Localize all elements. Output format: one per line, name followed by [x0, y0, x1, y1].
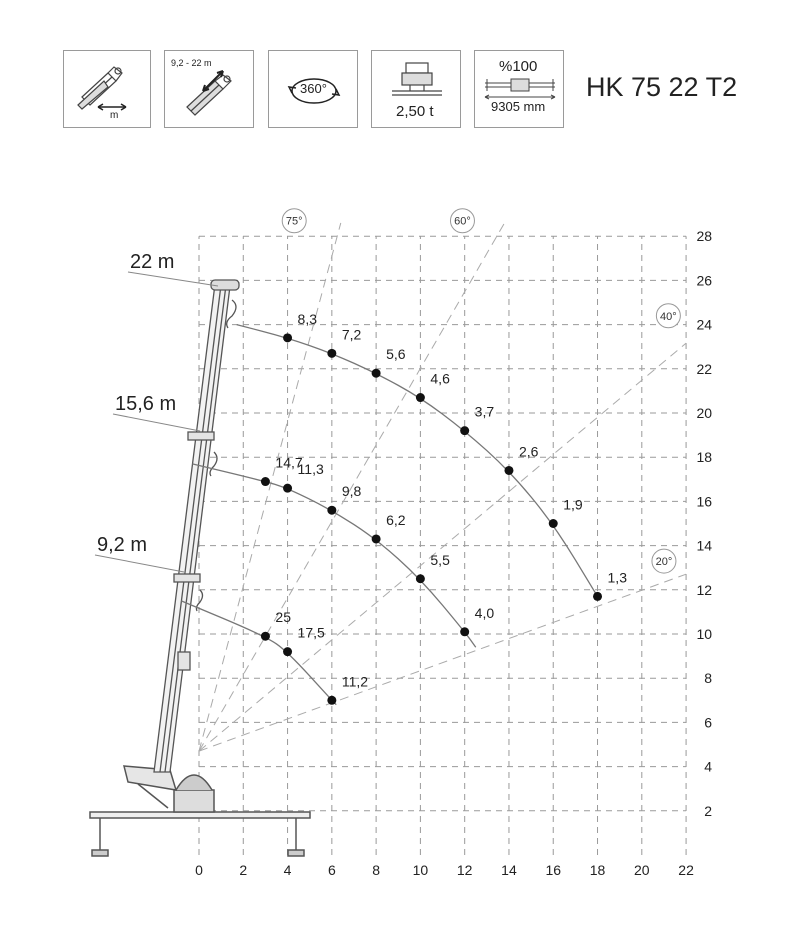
outrigger-width-label: 9305 mm: [491, 99, 546, 114]
x-tick-label: 20: [634, 862, 650, 878]
angle-line: [199, 343, 686, 751]
load-point-label: 25: [275, 609, 291, 626]
load-point-label: 1,9: [563, 496, 583, 513]
x-tick-label: 8: [372, 862, 381, 878]
x-tick-label: 0: [195, 862, 203, 878]
load-point: [416, 574, 425, 583]
load-point-label: 1,3: [607, 569, 627, 586]
x-tick-label: 2: [239, 862, 248, 878]
model-title: HK 75 22 T2: [586, 72, 738, 102]
x-tick-label: 16: [545, 862, 562, 878]
y-tick-label: 14: [696, 537, 713, 554]
x-tick-label: 6: [327, 862, 336, 878]
load-point-label: 5,5: [430, 551, 450, 568]
x-tick-label: 18: [589, 862, 606, 878]
load-point: [283, 333, 292, 342]
load-point: [327, 349, 336, 358]
x-tick-label: 12: [456, 862, 473, 878]
load-point: [593, 592, 602, 601]
angle-line: [199, 574, 686, 751]
y-tick-label: 6: [704, 714, 713, 731]
load-point-label: 14,7: [275, 454, 303, 471]
x-tick-label: 14: [501, 862, 517, 878]
load-point: [460, 627, 469, 636]
y-tick-label: 24: [696, 316, 713, 333]
load-point: [372, 369, 381, 378]
y-tick-label: 28: [696, 228, 713, 245]
load-point-label: 11,3: [297, 461, 324, 478]
load-point-label: 4,0: [474, 604, 495, 621]
boom-length-leader: [128, 272, 218, 286]
rotation-label: 360°: [300, 81, 327, 96]
load-point-label: 11,2: [341, 673, 369, 690]
load-point-label: 2,6: [518, 443, 539, 460]
load-point: [460, 426, 469, 435]
load-point: [549, 519, 558, 528]
y-tick-label: 4: [704, 758, 713, 775]
crane-illustration: [90, 280, 310, 856]
load-point: [416, 393, 425, 402]
load-point-label: 4,6: [430, 370, 450, 387]
boom-extension-label: 9,2 - 22 m: [171, 58, 212, 68]
load-point: [283, 647, 292, 656]
angle-label: 60°: [454, 215, 471, 228]
load-point-label: 5,6: [386, 346, 406, 363]
load-point-label: 6,2: [386, 511, 406, 528]
load-point-label: 9,8: [341, 483, 362, 500]
y-tick-label: 22: [696, 360, 713, 377]
load-point: [261, 632, 270, 641]
load-point-label: 3,7: [474, 403, 495, 420]
load-point: [327, 696, 336, 705]
y-tick-label: 16: [696, 493, 713, 510]
outrigger-reach-label: m: [110, 110, 119, 121]
load-point: [327, 506, 336, 515]
load-point-label: 7,2: [341, 326, 362, 343]
y-tick-label: 20: [696, 405, 713, 421]
y-tick-label: 2: [704, 802, 713, 819]
boom-length-label: 22 m: [130, 251, 175, 273]
outrigger-percent-label: %100: [499, 58, 538, 75]
load-point: [283, 484, 292, 493]
boom-length-leader: [113, 414, 200, 431]
x-tick-label: 10: [412, 862, 429, 878]
load-point: [504, 466, 513, 475]
capacity-label: 2,50 t: [396, 103, 434, 120]
boom-length-label: 15,6 m: [115, 393, 177, 415]
angle-label: 20°: [655, 556, 673, 569]
load-point-label: 17,5: [297, 624, 325, 641]
boom-length-label: 9,2 m: [97, 534, 148, 556]
load-point-label: 8,3: [297, 310, 318, 327]
x-tick-label: 22: [678, 862, 694, 878]
y-tick-label: 12: [696, 581, 713, 598]
load-point: [372, 534, 381, 543]
x-tick-label: 4: [283, 862, 292, 878]
y-tick-label: 18: [696, 449, 713, 466]
y-tick-label: 26: [696, 272, 713, 289]
y-tick-label: 8: [704, 670, 713, 687]
angle-label: 75°: [285, 215, 303, 228]
load-point: [261, 477, 270, 486]
load-curve-3: [181, 601, 336, 705]
boom-length-leader: [95, 555, 184, 572]
y-tick-label: 10: [696, 626, 713, 642]
angle-label: 40°: [660, 310, 677, 323]
